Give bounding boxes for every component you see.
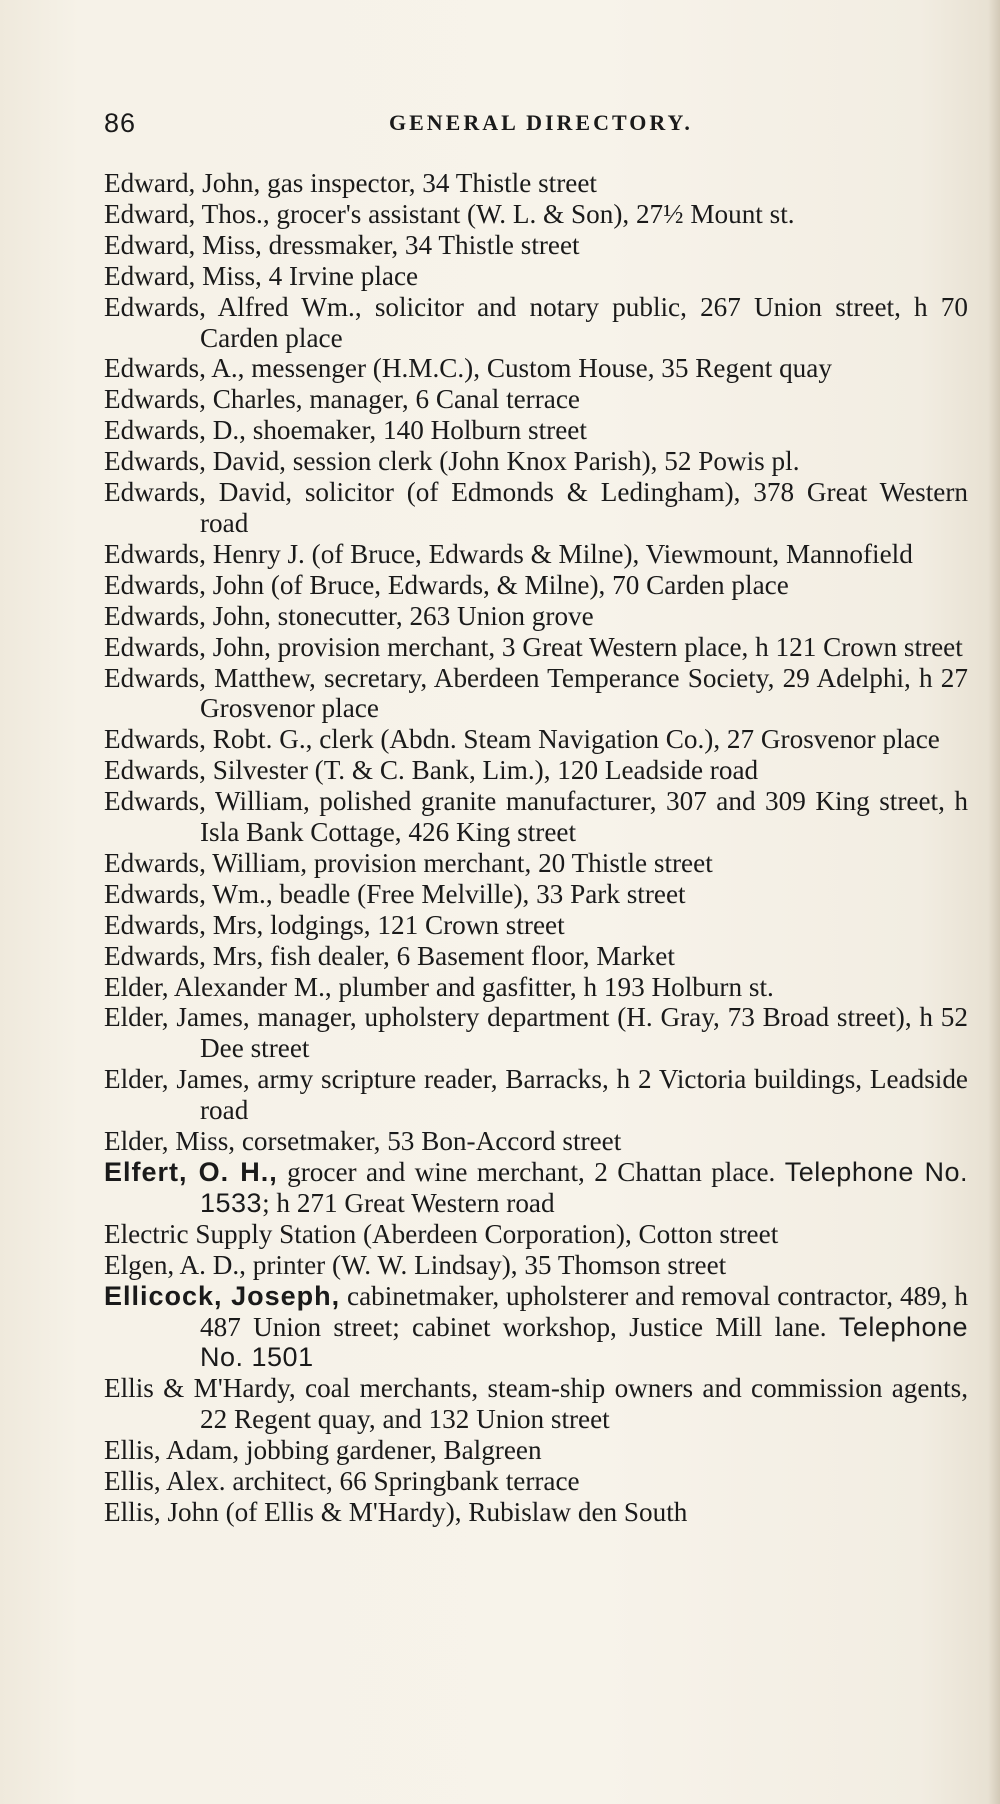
directory-entry: Edwards, Charles, manager, 6 Canal terrace [104,384,580,415]
directory-entry: Edwards, Henry J. (of Bruce, Edwards & Milne), Viewmount, Mannofield [104,538,913,569]
directory-entry: Ellis, Alex. architect, 66 Springbank terrace [104,1466,580,1497]
directory-entry: Elgen, A. D., printer (W. W. Lindsay), 35 Thomson street [104,1249,727,1280]
directory-entry: Edward, Miss, 4 Irvine place [104,260,419,291]
telephone-number: Telephone No. 1501 [200,1311,968,1373]
directory-entries [104,168,968,1528]
telephone-number: Telephone No. 1533 [200,1157,969,1218]
directory-entry-advertised [104,1281,968,1374]
directory-entry: Edwards, Silvester (T. & C. Bank, Lim.), 120 Leadside road [104,755,759,786]
entry-name-bold: Elfert, O. H., [104,1157,278,1187]
entry-details: cabinetmaker, upholsterer and removal contractor, 489, h 487 Union street; cabinet workshop, Justice Mill lane. [200,1280,968,1342]
directory-entry: Edward, John, gas inspector, 34 Thistle street [104,168,597,198]
directory-entry: Edwards, David, solicitor (of Edmonds & Ledingham), 378 Great Western road [104,477,968,538]
directory-entry: Edwards, Alfred Wm., solicitor and notary public, 267 Union street, h 70 Carden place [104,291,968,353]
directory-entry: Elder, James, manager, upholstery department (H. Gray, 73 Broad street), h 52 Dee street [104,1002,968,1064]
directory-entry: Edwards, William, provision merchant, 20 Thistle street [104,847,713,878]
directory-entry: Edward, Miss, dressmaker, 34 Thistle street [104,229,580,260]
directory-entry: Edwards, John (of Bruce, Edwards, & Milne), 70 Carden place [104,569,789,600]
entry-name-bold: Ellicock, Joseph, [104,1280,341,1311]
directory-entry: Elder, Alexander M., plumber and gasfitter, h 193 Holburn st. [104,971,774,1002]
directory-entry: Edwards, Mrs, lodgings, 121 Crown street [104,909,565,940]
directory-entry: Edwards, David, session clerk (John Knox Parish), 52 Powis pl. [104,446,800,477]
directory-entry: Electric Supply Station (Aberdeen Corporation), Cotton street [104,1218,779,1249]
directory-entry: Ellis & M'Hardy, coal merchants, steam-ship owners and commission agents, 22 Regent quay, and 132 Union street [104,1373,968,1435]
entry-details: grocer and wine merchant, 2 Chattan place. [277,1157,776,1187]
directory-entry: Edwards, Mrs, fish dealer, 6 Basement floor, Market [104,940,675,971]
page-header [104,108,954,140]
directory-entry: Edwards, Robt. G., clerk (Abdn. Steam Navigation Co.), 27 Grosvenor place [104,724,940,755]
directory-entry: Edwards, Wm., beadle (Free Melville), 33 Park street [104,878,686,909]
directory-entry-advertised [104,1157,968,1219]
directory-entry: Edwards, William, polished granite manufacturer, 307 and 309 King street, h Isla Bank Cottage, 426 King street [104,786,968,848]
directory-entry: Edwards, John, provision merchant, 3 Great Western place, h 121 Crown street [104,631,963,662]
page-number: 86 [104,108,137,138]
directory-entry: Elder, James, army scripture reader, Barracks, h 2 Victoria buildings, Leadside road [104,1064,968,1126]
directory-entry: Ellis, Adam, jobbing gardener, Balgreen [104,1435,542,1466]
directory-entry: Edwards, D., shoemaker, 140 Holburn street [104,415,587,446]
directory-entry: Edwards, Matthew, secretary, Aberdeen Temperance Society, 29 Adelphi, h 27 Grosvenor place [104,662,968,724]
entry-details-rest: ; h 271 Great Western road [262,1187,555,1218]
running-title: GENERAL DIRECTORY. [389,110,693,135]
page-edge-shadow [988,0,1000,1804]
directory-entry: Edwards, A., messenger (H.M.C.), Custom House, 35 Regent quay [104,353,832,384]
directory-entry: Edward, Thos., grocer's assistant (W. L. & Son), 27½ Mount st. [104,198,795,229]
directory-entry: Ellis, John (of Ellis & M'Hardy), Rubislaw den South [104,1496,688,1527]
directory-entry: Edwards, John, stonecutter, 263 Union grove [104,600,594,631]
directory-entry: Elder, Miss, corsetmaker, 53 Bon-Accord street [104,1126,622,1157]
